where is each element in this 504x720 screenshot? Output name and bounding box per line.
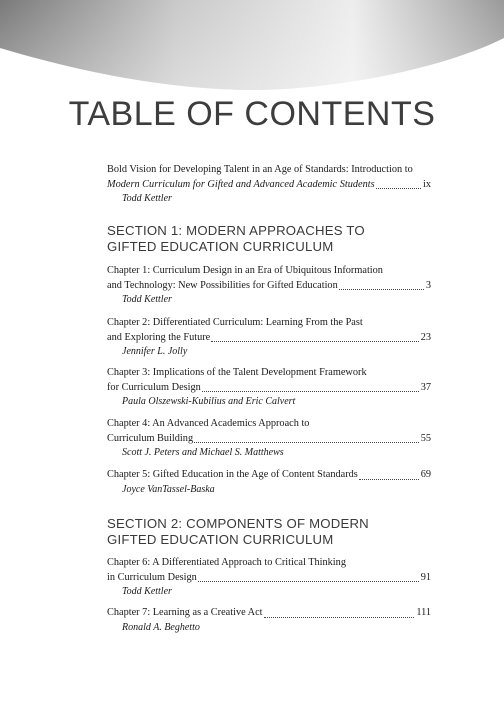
entry-title-line: Chapter 1: Curriculum Design in an Era of Ubiquitous Information bbox=[107, 265, 383, 276]
dot-leader bbox=[211, 340, 418, 342]
entry-title-line: Chapter 5: Gifted Education in the Age of Content Standards bbox=[107, 469, 358, 480]
entry-author: Joyce VanTassel-Baska bbox=[122, 483, 215, 495]
entry-title-line: Modern Curriculum for Gifted and Advanced Academic Students bbox=[107, 178, 375, 190]
entry-author: Scott J. Peters and Michael S. Matthews bbox=[122, 447, 284, 458]
entry-title-line: and Technology: New Possibilities for Gifted Education bbox=[107, 279, 338, 291]
toc-entry-chapter-6[interactable] bbox=[107, 556, 431, 600]
page-number: 37 bbox=[420, 381, 431, 393]
dot-leader bbox=[194, 441, 419, 443]
entry-title-line: in Curriculum Design bbox=[107, 571, 197, 583]
page-number: 3 bbox=[425, 279, 431, 291]
toc-entry-chapter-4[interactable] bbox=[107, 417, 431, 461]
toc-entry-chapter-1[interactable] bbox=[107, 264, 431, 308]
entry-author: Ronald A. Beghetto bbox=[122, 621, 200, 633]
dot-leader bbox=[376, 187, 421, 189]
page-title: TABLE OF CONTENTS bbox=[68, 95, 436, 133]
toc-entry-introduction[interactable] bbox=[107, 163, 431, 207]
entry-title-line: Chapter 2: Differentiated Curriculum: Learning From the Past bbox=[107, 317, 363, 328]
section-heading-line: SECTION 1: MODERN APPROACHES TO bbox=[107, 223, 365, 238]
page-number: 91 bbox=[420, 571, 431, 583]
page-number: 69 bbox=[420, 469, 431, 480]
dot-leader bbox=[202, 390, 419, 392]
section-heading-2 bbox=[107, 516, 427, 547]
entry-title-line: and Exploring the Future bbox=[107, 331, 211, 343]
entry-author: Todd Kettler bbox=[122, 586, 172, 597]
entry-title-line: Chapter 3: Implications of the Talent Development Framework bbox=[107, 367, 367, 378]
entry-title-line: Chapter 7: Learning as a Creative Act bbox=[107, 607, 263, 618]
section-heading-1 bbox=[107, 223, 427, 254]
entry-title-line: Curriculum Building bbox=[107, 432, 194, 444]
entry-title-line: for Curriculum Design bbox=[107, 381, 201, 393]
page-number: 55 bbox=[420, 432, 431, 444]
section-heading-line: SECTION 2: COMPONENTS OF MODERN bbox=[107, 516, 369, 531]
section-heading-line: GIFTED EDUCATION CURRICULUM bbox=[107, 531, 334, 547]
entry-title-line: Chapter 4: An Advanced Academics Approach to bbox=[107, 418, 310, 429]
dot-leader bbox=[198, 580, 419, 582]
toc-entry-chapter-3[interactable] bbox=[107, 366, 431, 410]
entry-title-line: Chapter 6: A Differentiated Approach to Critical Thinking bbox=[107, 557, 346, 568]
header-swoosh bbox=[0, 0, 504, 92]
toc-entry-chapter-7[interactable] bbox=[107, 606, 431, 635]
entry-author: Todd Kettler bbox=[122, 193, 172, 204]
entry-author: Todd Kettler bbox=[122, 294, 172, 305]
entry-title-line: Bold Vision for Developing Talent in an Age of Standards: Introduction to bbox=[107, 164, 413, 175]
entry-author: Paula Olszewski-Kubilius and Eric Calvert bbox=[122, 396, 296, 407]
toc-entry-chapter-5[interactable] bbox=[107, 468, 431, 497]
section-heading-line: GIFTED EDUCATION CURRICULUM bbox=[107, 238, 334, 254]
dot-leader bbox=[264, 616, 415, 618]
entry-author: Jennifer L. Jolly bbox=[122, 346, 188, 357]
page-number: ix bbox=[422, 178, 431, 190]
toc-entry-chapter-2[interactable] bbox=[107, 316, 431, 360]
dot-leader bbox=[359, 478, 419, 480]
page-number: 111 bbox=[416, 607, 431, 618]
page-number: 23 bbox=[420, 331, 431, 343]
dot-leader bbox=[339, 288, 424, 290]
